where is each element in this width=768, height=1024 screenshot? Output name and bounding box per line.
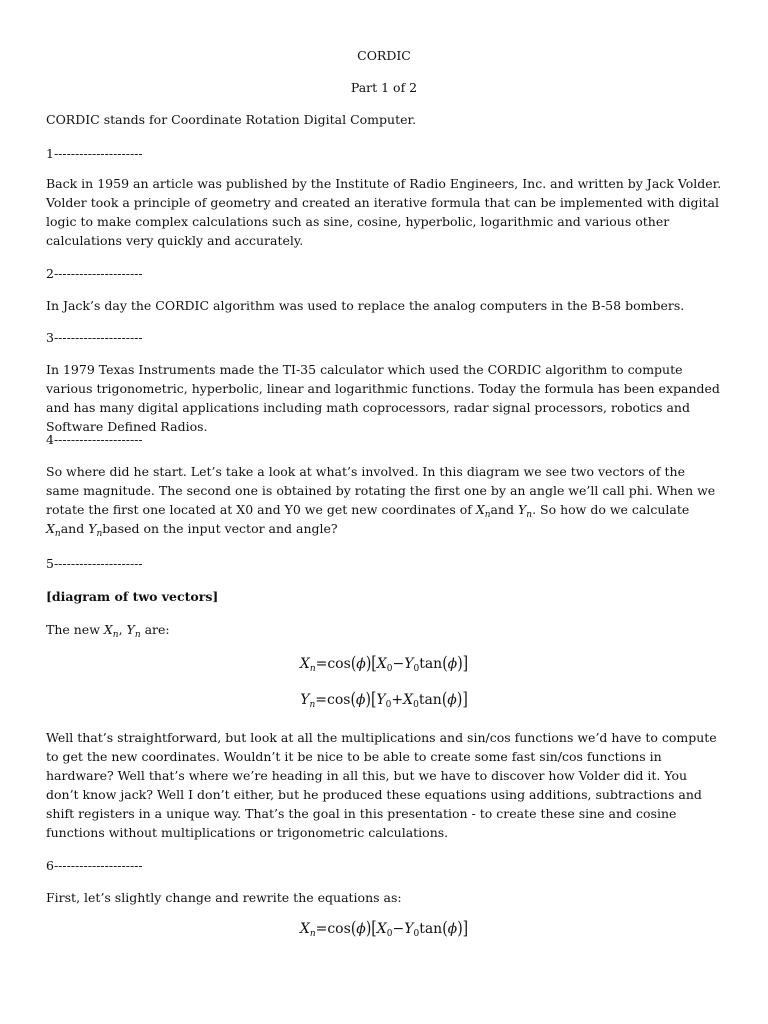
equation-x-rotation: $X_n=\cos(\phi)[X_0-Y_0\tan(\phi)]$ bbox=[299, 653, 469, 674]
intro-paragraph: CORDIC stands for Coordinate Rotation Digital Computer. bbox=[46, 112, 417, 127]
math-y-n: $Y_n$ bbox=[126, 622, 141, 640]
diagram-placeholder-note: [diagram of two vectors] bbox=[46, 589, 219, 604]
paragraph-4-text-e: based on the input vector and angle? bbox=[102, 521, 338, 536]
section-separator-5: 5--------------------- bbox=[46, 556, 143, 571]
section-separator-6: 6--------------------- bbox=[46, 858, 143, 873]
document-subtitle: Part 1 of 2 bbox=[350, 80, 418, 95]
math-y-n: $Y_n$ bbox=[518, 502, 533, 520]
equation-x-rewritten: $X_n=\cos(\phi)[X_0-Y_0\tan(\phi)]$ bbox=[299, 918, 469, 939]
section-separator-4: 4--------------------- bbox=[46, 432, 143, 447]
paragraph-4-text-c: . So how do we calculate bbox=[532, 502, 690, 517]
equation-y-rotation: $Y_n=\cos(\phi)[Y_0+X_0\tan(\phi)]$ bbox=[300, 689, 468, 710]
math-y-n: $Y_n$ bbox=[88, 521, 103, 539]
paragraph-5: Well that’s straightforward, but look at all the multiplications and sin/cos functions we’d have to compute to get the new coordinates. Wouldn’t it be nice to be able to create some fast sin/cos functions in hardware? Well that’s where we’re heading in all this, but we have to discover how Volder did it. You don’t know jack? Well I don’t either, but he produced these equations using additions, subtractions and shift registers in a unique way. That’s the goal in this presentation - to create these sine and cosine functions without multiplications or trigonometric calculations. bbox=[46, 730, 717, 840]
section-separator-3: 3--------------------- bbox=[46, 330, 143, 345]
document-title: CORDIC bbox=[357, 48, 411, 63]
section-separator-2: 2--------------------- bbox=[46, 266, 143, 281]
paragraph-2: In Jack’s day the CORDIC algorithm was used to replace the analog computers in the B-58 bombers. bbox=[46, 298, 685, 313]
paragraph-6: First, let’s slightly change and rewrite the equations as: bbox=[46, 890, 402, 905]
math-x-n: $X_n$ bbox=[46, 521, 61, 539]
math-x-n: $X_n$ bbox=[103, 622, 119, 640]
paragraph-3: In 1979 Texas Instruments made the TI-35 calculator which used the CORDIC algorithm to compute various trigonometric, hyperbolic, linear and logarithmic functions. Today the formula has been expanded and has many digital applications including math coprocessors, radar signal processors, robotics and Software Defined Radios. bbox=[46, 362, 720, 434]
new-coordinates-label: The new $X_n$, $Y_n$ are: bbox=[46, 622, 170, 640]
paragraph-4-text-b: and bbox=[490, 502, 519, 517]
paragraph-4-text-d: and bbox=[60, 521, 89, 536]
paragraph-4 bbox=[46, 462, 722, 538]
section-separator-1: 1--------------------- bbox=[46, 146, 143, 161]
paragraph-1: Back in 1959 an article was published by the Institute of Radio Engineers, Inc. and written by Jack Volder. Volder took a principle of geometry and created an iterative formula that can be implemented with digital logic to make complex calculations such as sine, cosine, hyperbolic, logarithmic and various other calculations very quickly and accurately. bbox=[46, 176, 722, 248]
paragraph-4-text-a: So where did he start. Let’s take a look at what’s involved. In this diagram we see two vectors of the same magnitude. The second one is obtained by rotating the first one by an angle we’ll call phi. When we rotate the first one located at X0 and Y0 we get new coordinates of bbox=[46, 464, 716, 517]
math-x-n: $X_n$ bbox=[475, 502, 491, 520]
